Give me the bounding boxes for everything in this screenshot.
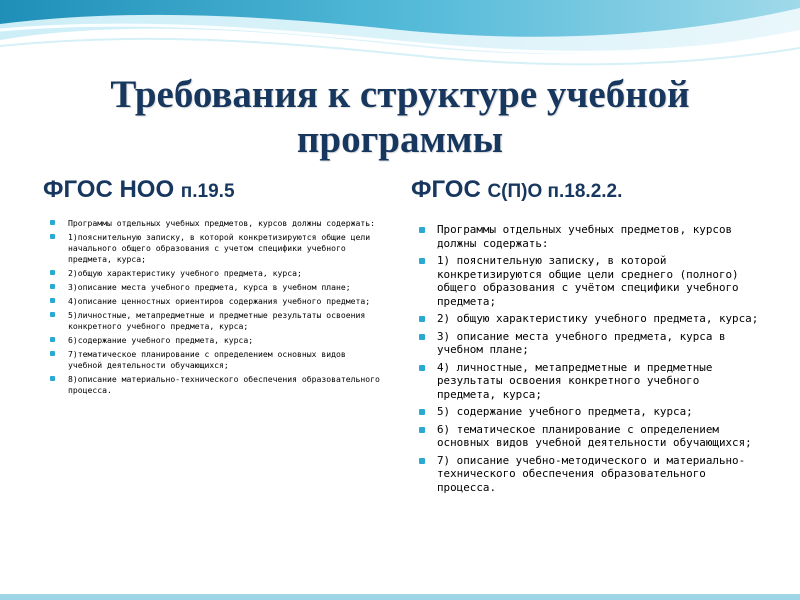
- bullet-icon: [50, 337, 55, 342]
- decorative-bottom-bar: [0, 594, 800, 600]
- list-item-text: 6) тематическое планирование с определением основных видов учебной деятельности обучающихся;: [437, 422, 752, 449]
- left-requirements-list: [50, 218, 380, 399]
- list-item-text: 2) общую характеристику учебного предмета, курса;: [437, 312, 759, 325]
- list-item: [419, 223, 764, 250]
- list-item-text: 4) личностные, метапредметные и предметные результаты освоения конкретного учебного предмета, курса;: [437, 360, 713, 401]
- bullet-icon: [50, 312, 55, 317]
- bullet-icon: [419, 334, 425, 340]
- bullet-icon: [419, 227, 425, 233]
- bullet-icon: [419, 427, 425, 433]
- list-item-text: 5)личностные, метапредметные и предметные результаты освоения конкретного учебного предмета, курса;: [68, 310, 366, 331]
- list-item: [50, 296, 380, 307]
- list-item-text: 8)описание материально-технического обеспечения образовательного процесса.: [68, 374, 380, 395]
- list-item-text: 6)содержание учебного предмета, курса;: [68, 335, 254, 345]
- bullet-icon: [50, 298, 55, 303]
- bullet-icon: [50, 220, 55, 225]
- bullet-icon: [50, 234, 55, 239]
- bullet-icon: [50, 284, 55, 289]
- list-item: [419, 454, 764, 495]
- bullet-icon: [50, 376, 55, 381]
- right-requirements-list: [419, 223, 764, 498]
- list-item: [419, 330, 764, 357]
- bullet-icon: [419, 258, 425, 264]
- bullet-icon: [50, 351, 55, 356]
- bullet-icon: [419, 365, 425, 371]
- left-heading-main: ФГОС НОО: [43, 176, 175, 203]
- list-item-text: 7) описание учебно-методического и материально-технического обеспечения образовательного процесса.: [437, 453, 746, 494]
- list-item: [50, 310, 380, 332]
- slide-title: Требования к структуре учебной программы: [110, 73, 690, 161]
- list-item-text: 1)пояснительную записку, в которой конкретизируются общие цели начального общего образования с учетом специфики учебного предмета, курса;: [68, 232, 371, 264]
- right-heading-main: ФГОС: [411, 176, 481, 203]
- list-item-text: 7)тематическое планирование с определением основных видов учебной деятельности обучающихся;: [68, 349, 346, 370]
- list-item-text: Программы отдельных учебных предметов, курсов должны содержать:: [68, 218, 375, 228]
- right-column-heading: [411, 176, 622, 204]
- left-column-heading: [43, 176, 235, 204]
- list-item-text: 5) содержание учебного предмета, курса;: [437, 405, 693, 418]
- list-item: [419, 405, 764, 419]
- list-item: [419, 361, 764, 402]
- bullet-icon: [419, 316, 425, 322]
- list-item-text: 3)описание места учебного предмета, курса в учебном плане;: [68, 282, 351, 292]
- list-item: [50, 232, 380, 265]
- right-heading-ref: С(П)О п.18.2.2.: [487, 181, 623, 202]
- list-item: [419, 254, 764, 308]
- bullet-icon: [419, 409, 425, 415]
- left-heading-ref: п.19.5: [180, 181, 235, 202]
- list-item: [419, 423, 764, 450]
- list-item: [50, 374, 380, 396]
- list-item: [50, 335, 380, 346]
- list-item-text: 3) описание места учебного предмета, курса в учебном плане;: [437, 329, 726, 356]
- list-item-text: 4)описание ценностных ориентиров содержания учебного предмета;: [68, 296, 371, 306]
- list-item-text: Программы отдельных учебных предметов, курсов должны содержать:: [437, 223, 733, 250]
- decorative-wave-header: [0, 0, 800, 80]
- list-item: [50, 218, 380, 229]
- bullet-icon: [50, 270, 55, 275]
- list-item: [50, 349, 380, 371]
- list-item: [50, 268, 380, 279]
- list-item-text: 2)общую характеристику учебного предмета, курса;: [68, 268, 302, 278]
- bullet-icon: [419, 458, 425, 464]
- list-item: [50, 282, 380, 293]
- list-item-text: 1) пояснительную записку, в которой конкретизируются общие цели среднего (полного) общего образования с учётом специфики учебного предмета;: [437, 254, 739, 308]
- list-item: [419, 312, 764, 326]
